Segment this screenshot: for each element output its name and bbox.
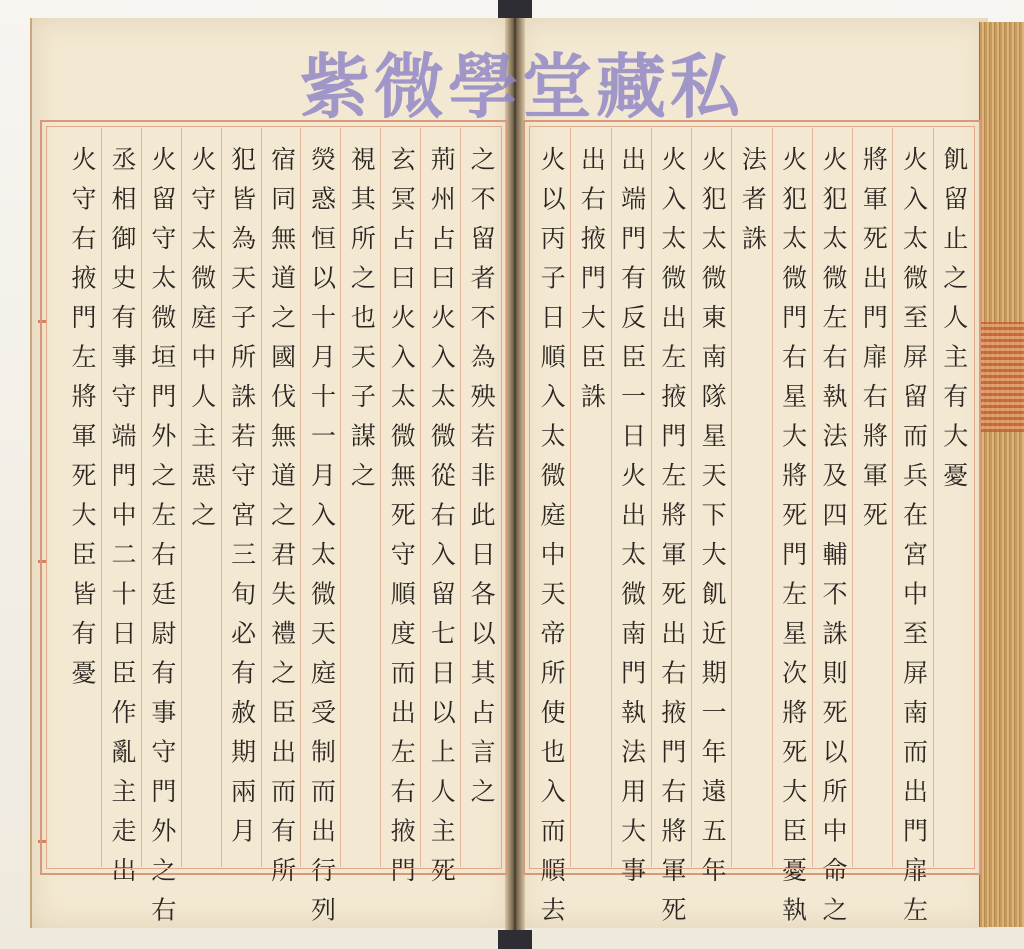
text-column xyxy=(380,128,420,897)
column-text: 熒惑恒以十月十一月入太微天庭受制而出行列 xyxy=(307,146,337,936)
column-text: 丞相御史有事守端門中二十日臣作亂主走出 xyxy=(107,146,137,897)
column-text: 玄冥占曰火入太微無死守順度而出左右掖門 xyxy=(387,146,417,897)
text-column xyxy=(300,128,340,936)
column-text: 火犯太微東南隊星天下大飢近期一年遠五年 xyxy=(698,146,728,897)
column-text: 法者誅 xyxy=(738,146,768,265)
column-text: 將軍死出門扉右將軍死 xyxy=(859,146,889,541)
binding-clip-bottom xyxy=(498,930,532,949)
text-column xyxy=(141,128,181,936)
text-column xyxy=(181,128,221,867)
text-column xyxy=(892,128,932,936)
column-text: 火守太微庭中人主惡之 xyxy=(187,146,217,541)
binding-clip-top xyxy=(498,0,532,18)
column-text: 火守右掖門左將軍死大臣皆有憂 xyxy=(68,146,98,699)
left-columns xyxy=(62,128,500,936)
text-column xyxy=(101,128,141,897)
column-text: 出右掖門大臣誅 xyxy=(577,146,607,423)
text-column xyxy=(221,128,261,867)
column-text: 火犯太微門右星大將死門左星次將死大臣憂執 xyxy=(778,146,808,936)
column-text: 犯皆為天子所誅若守宮三旬必有赦期兩月 xyxy=(227,146,257,857)
column-text: 出端門有反臣一日火出太微南門執法用大事 xyxy=(617,146,647,897)
column-text: 飢留止之人主有大憂 xyxy=(939,146,969,502)
right-text-frame xyxy=(523,120,981,936)
column-text: 之不留者不為殃若非此日各以其占言之 xyxy=(467,146,497,818)
text-column xyxy=(731,128,771,867)
column-text: 火入太微出左掖門左將軍死出右掖門右將軍死 xyxy=(657,146,687,936)
text-column xyxy=(460,128,500,867)
text-column xyxy=(420,128,460,897)
right-columns xyxy=(531,128,973,936)
fore-edge-red-band xyxy=(980,322,1024,432)
text-column xyxy=(531,128,570,936)
column-text: 火以丙子日順入太微庭中天帝所使也入而順去 xyxy=(537,146,567,936)
column-text: 荊州占曰火入太微從右入留七日以上人主死 xyxy=(427,146,457,897)
text-column xyxy=(570,128,610,867)
text-column xyxy=(772,128,812,936)
column-text: 視其所之也天子謀之 xyxy=(347,146,377,502)
text-column xyxy=(691,128,731,897)
column-text: 宿同無道之國伐無道之君失禮之臣出而有所 xyxy=(267,146,297,897)
text-column xyxy=(812,128,852,936)
text-column xyxy=(651,128,691,936)
text-column xyxy=(933,128,973,867)
column-text: 火犯太微左右執法及四輔不誅則死以所中命之 xyxy=(818,146,848,936)
left-text-frame xyxy=(40,120,508,936)
collector-seal-stamp: 紫微學堂藏私 xyxy=(300,45,744,128)
text-column xyxy=(852,128,892,867)
text-column xyxy=(340,128,380,867)
book-fore-edge xyxy=(979,22,1024,927)
column-text: 火入太微至屏留而兵在宮中至屏南而出門扉左 xyxy=(899,146,929,936)
text-column xyxy=(62,128,101,867)
text-column xyxy=(261,128,301,897)
book-gutter xyxy=(505,0,525,949)
text-column xyxy=(611,128,651,897)
column-text: 火留守太微垣門外之左右廷尉有事守門外之右 xyxy=(147,146,177,936)
